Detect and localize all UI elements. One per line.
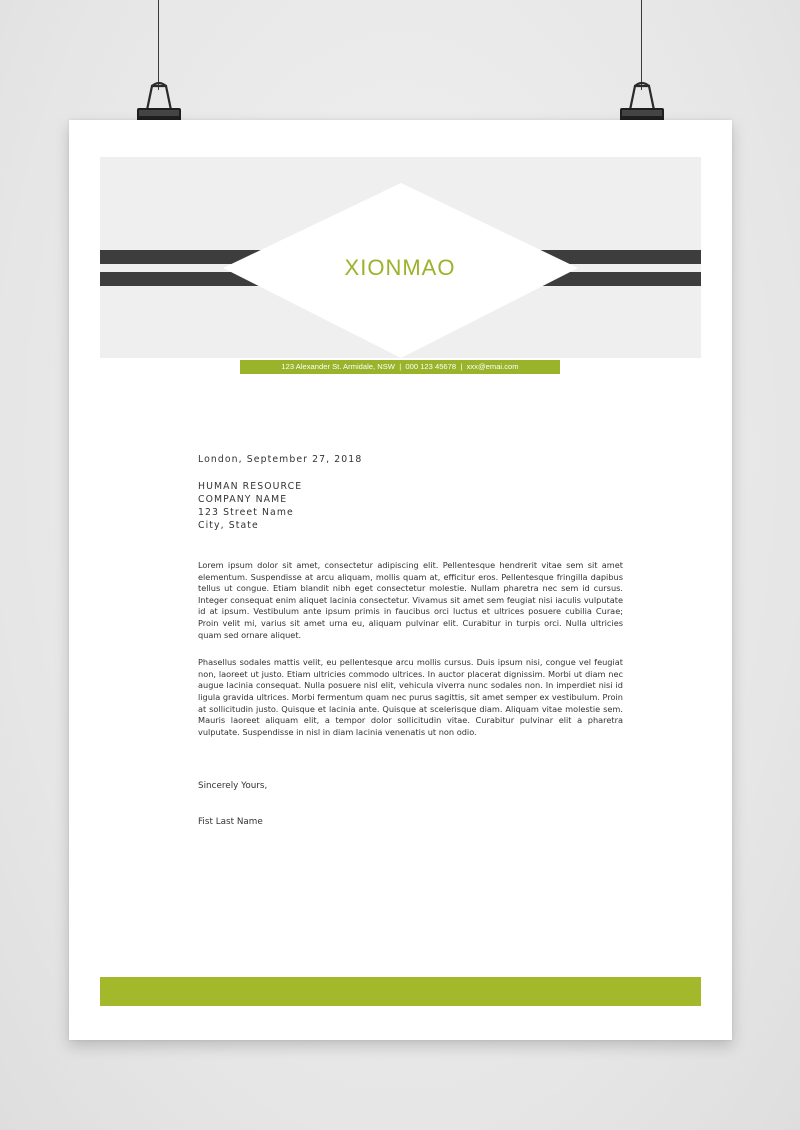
signer-name: Fist Last Name [198,817,263,828]
recipient-line: City, State [198,520,259,531]
recipient-line: 123 Street Name [198,507,294,518]
footer-bar [100,977,701,1006]
letterhead-paper [69,120,732,1040]
contact-email: xxx@emai.com [466,362,519,371]
body-paragraph: Lorem ipsum dolor sit amet, consectetur adipiscing elit. Pellentesque hendrerit vitae sem sit amet elementum. Suspendisse at arcu aliquam, mollis quam at, efficitur eros. Pellentesque fringilla dapibus tellus ut congue. Etiam blandit nibh eget consectetur molestie. Nullam pharetra nec sem id cursus. Integer consequat enim aliquet lacinia consectetur. Vivamus sit amet sem feugiat nisi iaculis vulputate id at ipsum. Vestibulum ante ipsum primis in faucibus orci luctus et ultrices posuere cubilia Curae; Proin velit mi, varius sit amet urna eu, aliquam pulvinar elit. Curabitur in turpis orci. Nulla ultricies quam sed ornare aliquet. [198,560,623,640]
brand-name: XIONMAO [344,255,456,280]
recipient-line: COMPANY NAME [198,494,288,505]
contact-bar [240,360,560,374]
recipient-block [198,480,623,532]
contact-address: 123 Alexander St. Armidale, NSW [281,362,395,371]
hanging-string-left [158,0,159,90]
contact-separator: | [397,362,404,371]
date-line: London, September 27, 2018 [198,454,363,465]
hanging-string-right [641,0,642,90]
contact-separator: | [458,362,465,371]
recipient-line: HUMAN RESOURCE [198,481,303,492]
letter-body [198,453,623,828]
closing-line: Sincerely Yours, [198,781,268,792]
body-paragraph: Phasellus sodales mattis velit, eu pellentesque arcu mollis cursus. Duis ipsum nisi, congue vel feugiat non, laoreet ut justo. Etiam ultricies commodo ultrices. In auctor placerat dignissim. Morbi ut diam nec augue lacinia consequat. Nulla posuere nisl elit, vehicula viverra nunc sodales non. In imperdiet nisi id ligula gravida ultrices. Morbi fermentum quam nec purus sagittis, sit amet semper ex vestibulum. Proin at sollicitudin justo. Quisque et lacinia ante. Quisque at scelerisque diam. Aliquam vitae molestie sem. Mauris laoreet aliquam elit, a tempor dolor sollicitudin vitae. Curabitur pulvinar elit a pharetra vulputate. Suspendisse in nisl in diam lacinia venenatis ut non odio. [198,657,623,737]
contact-phone: 000 123 45678 [405,362,457,371]
